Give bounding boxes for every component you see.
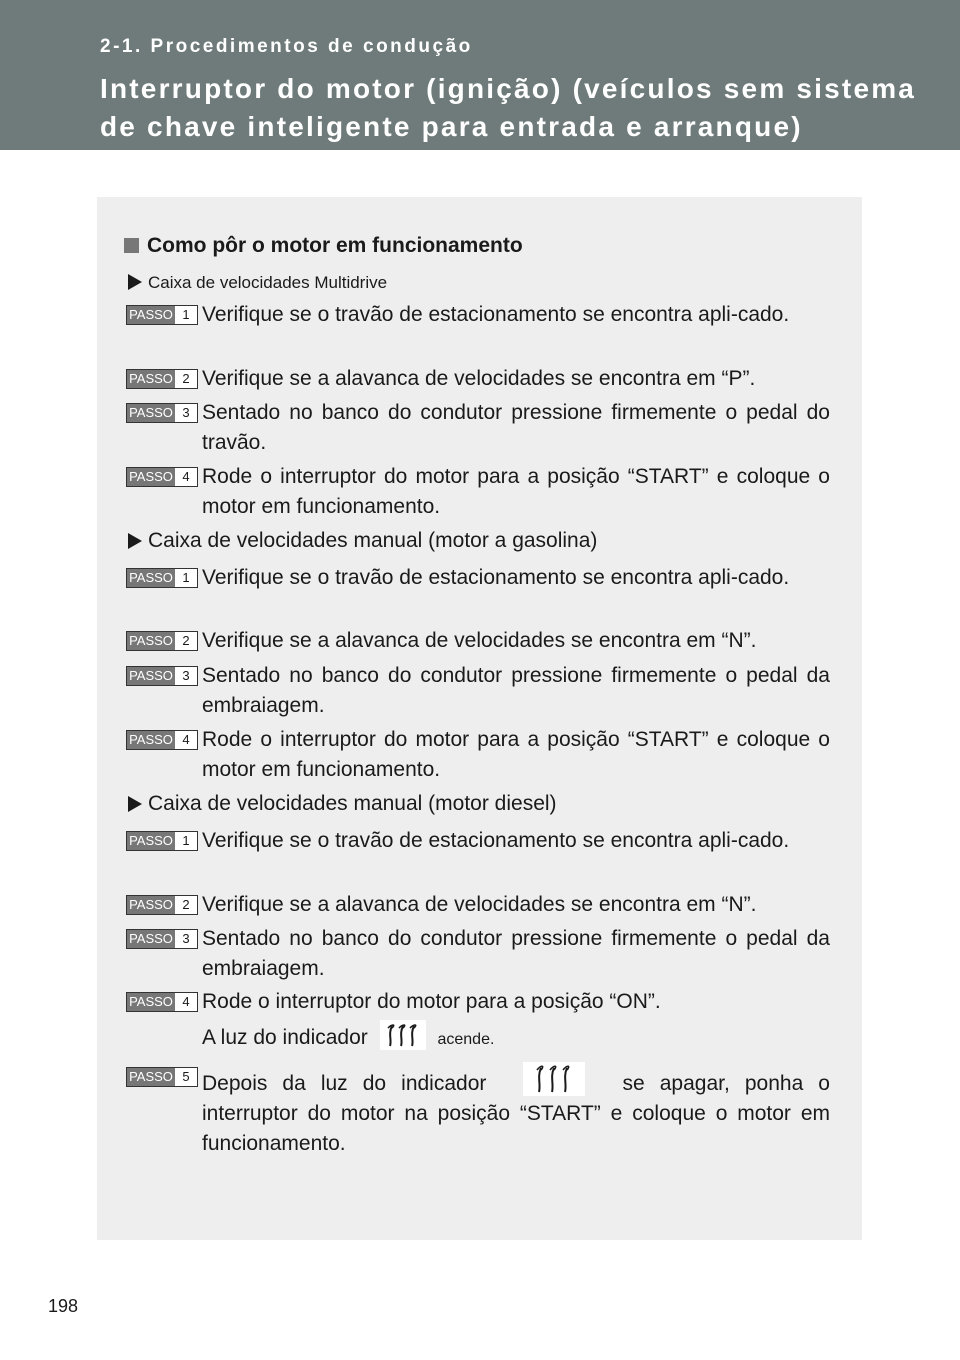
step-badge: PASSO 4 bbox=[126, 467, 198, 487]
step-text: Verifique se a alavanca de velocidades se encontra em “N”. bbox=[202, 893, 757, 916]
step-item bbox=[126, 826, 830, 856]
glow-plug-indicator-icon bbox=[523, 1062, 585, 1096]
step-item bbox=[126, 987, 830, 1017]
square-bullet-icon bbox=[124, 238, 139, 253]
step-item bbox=[126, 1062, 830, 1159]
step-item bbox=[126, 626, 830, 656]
step-badge: PASSO 2 bbox=[126, 631, 198, 651]
step-badge: PASSO 5 bbox=[126, 1067, 198, 1087]
step-item bbox=[126, 398, 830, 458]
chapter-header bbox=[0, 0, 960, 150]
step-item bbox=[126, 725, 830, 785]
step-item bbox=[126, 364, 830, 394]
step-badge: PASSO 1 bbox=[126, 831, 198, 851]
step-text: Rode o interruptor do motor para a posição “START” e coloque o motor em funcionamento. bbox=[202, 728, 830, 781]
step-badge: PASSO 3 bbox=[126, 666, 198, 686]
group-title-manual-gasoline: Caixa de velocidades manual (motor a gasolina) bbox=[128, 529, 597, 553]
step-badge: PASSO 1 bbox=[126, 305, 198, 325]
page-title: Interruptor do motor (ignição) (veículos sem sistema de chave inteligente para entrada e arranque) bbox=[100, 73, 917, 142]
step-text: Depois da luz do indicador se apagar, ponha o interruptor do motor na posição “START” e coloque o motor em funcionamento. bbox=[202, 1062, 830, 1159]
step-text: Verifique se a alavanca de velocidades se encontra em “P”. bbox=[202, 367, 756, 390]
step-badge: PASSO 1 bbox=[126, 568, 198, 588]
indicator-note: A luz do indicador acende. bbox=[202, 1020, 494, 1055]
group-title-manual-diesel: Caixa de velocidades manual (motor diesel) bbox=[128, 792, 557, 816]
step-badge: PASSO 4 bbox=[126, 992, 198, 1012]
step-badge: PASSO 4 bbox=[126, 730, 198, 750]
step-item bbox=[126, 563, 830, 593]
step-text: Sentado no banco do condutor pressione firmemente o pedal do travão. bbox=[202, 401, 830, 454]
section-heading: Como pôr o motor em funcionamento bbox=[124, 234, 523, 258]
step-text: Sentado no banco do condutor pressione firmemente o pedal da embraiagem. bbox=[202, 664, 830, 717]
group-title-multidrive: Caixa de velocidades Multidrive bbox=[128, 273, 387, 293]
section-label: 2-1. Procedimentos de condução bbox=[100, 36, 473, 57]
step-text: Sentado no banco do condutor pressione firmemente o pedal da embraiagem. bbox=[202, 927, 830, 980]
step-item bbox=[126, 300, 830, 330]
step-badge: PASSO 2 bbox=[126, 895, 198, 915]
step-text: Verifique se a alavanca de velocidades se encontra em “N”. bbox=[202, 629, 757, 652]
step-text: Rode o interruptor do motor para a posição “START” e coloque o motor em funcionamento. bbox=[202, 465, 830, 518]
glow-plug-indicator-icon bbox=[380, 1020, 426, 1050]
step-text: Verifique se o travão de estacionamento se encontra apli-cado. bbox=[202, 829, 790, 852]
step-badge: PASSO 3 bbox=[126, 403, 198, 423]
step-item bbox=[126, 462, 830, 522]
step-badge: PASSO 3 bbox=[126, 929, 198, 949]
step-text: Verifique se o travão de estacionamento se encontra apli-cado. bbox=[202, 566, 790, 589]
step-badge: PASSO 2 bbox=[126, 369, 198, 389]
step-item bbox=[126, 661, 830, 721]
step-text: Rode o interruptor do motor para a posição “ON”. bbox=[202, 990, 661, 1013]
page-number: 198 bbox=[48, 1296, 79, 1316]
triangle-bullet-icon bbox=[128, 533, 142, 549]
step-item bbox=[126, 890, 830, 920]
triangle-bullet-icon bbox=[128, 274, 142, 290]
step-text: Verifique se o travão de estacionamento se encontra apli-cado. bbox=[202, 303, 790, 326]
triangle-bullet-icon bbox=[128, 796, 142, 812]
step-item bbox=[126, 924, 830, 984]
